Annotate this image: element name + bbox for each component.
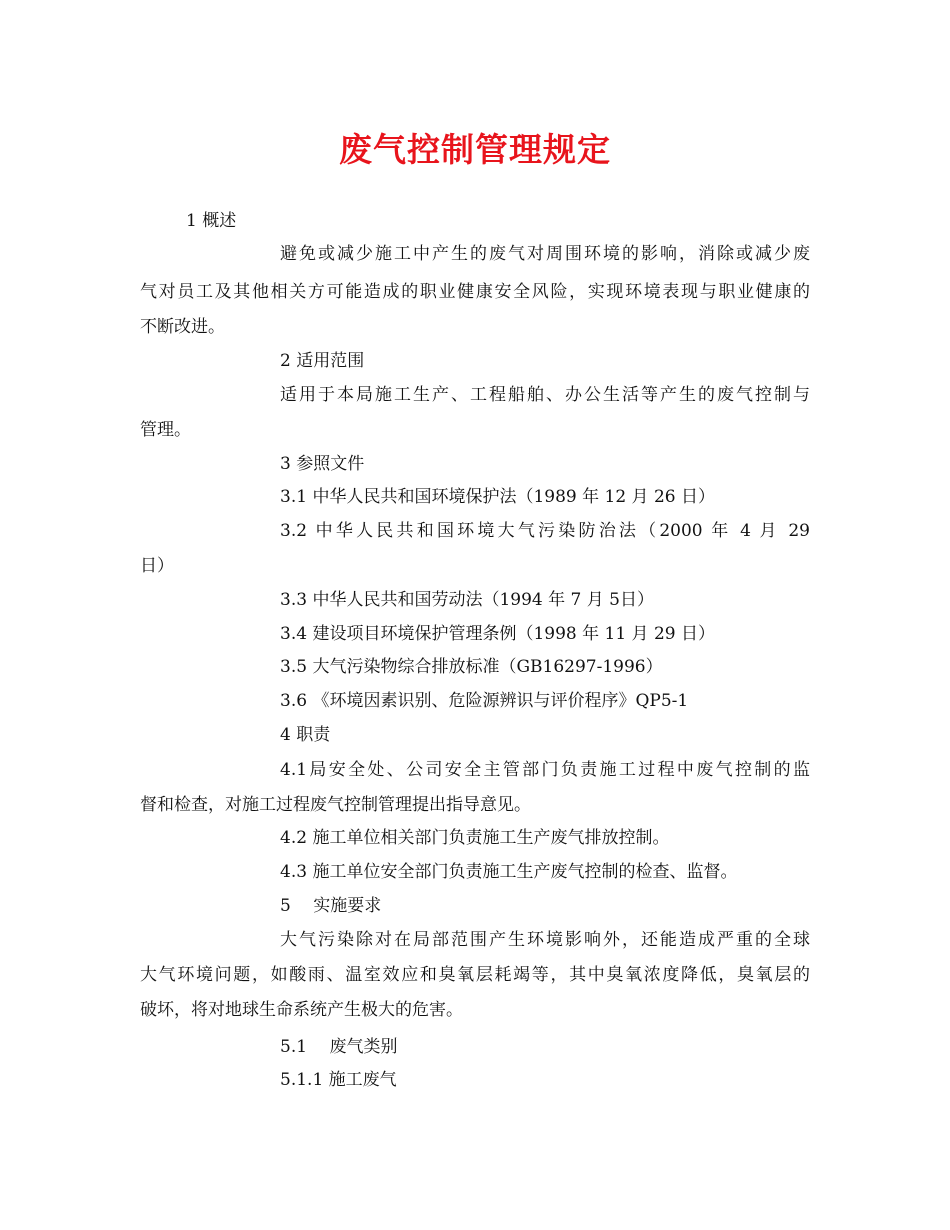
- section-heading-overview: 1 概述: [186, 211, 237, 231]
- paragraph-line: 4.3 施工单位安全部门负责施工生产废气控制的检查、监督。: [280, 862, 738, 882]
- section-heading-scope: 2 适用范围: [280, 351, 365, 371]
- subsection-heading: 5.1.1 施工废气: [280, 1070, 397, 1090]
- reference-item: 3.3 中华人民共和国劳动法（1994 年 7 月 5日）: [280, 590, 654, 610]
- paragraph-line: 不断改进。: [140, 317, 225, 337]
- document-title: 废气控制管理规定: [339, 130, 611, 169]
- paragraph-line: 避免或减少施工中产生的废气对周围环境的影响，消除或减少废: [280, 244, 810, 264]
- reference-item: 3.5 大气污染物综合排放标准（GB16297-1996）: [280, 657, 663, 677]
- reference-item: 3.2 中华人民共和国环境大气污染防治法（2000 年 4 月 29: [280, 521, 810, 541]
- paragraph-line: 破坏，将对地球生命系统产生极大的危害。: [140, 1000, 463, 1020]
- paragraph-line: 大气环境问题，如酸雨、温室效应和臭氧层耗竭等，其中臭氧浓度降低，臭氧层的: [140, 965, 810, 985]
- reference-item-continuation: 日）: [140, 556, 174, 576]
- paragraph-line: 4.1局安全处、公司安全主管部门负责施工过程中废气控制的监: [280, 760, 810, 780]
- reference-item: 3.1 中华人民共和国环境保护法（1989 年 12 月 26 日）: [280, 487, 715, 507]
- section-heading-responsibilities: 4 职责: [280, 725, 331, 745]
- reference-item: 3.6 《环境因素识别、危险源辨识与评价程序》QP5-1: [280, 691, 689, 711]
- paragraph-line: 气对员工及其他相关方可能造成的职业健康安全风险，实现环境表现与职业健康的: [140, 282, 810, 302]
- paragraph-line: 督和检查，对施工过程废气控制管理提出指导意见。: [140, 795, 531, 815]
- subsection-heading: 5.1 废气类别: [280, 1037, 398, 1057]
- paragraph-line: 4.2 施工单位相关部门负责施工生产废气排放控制。: [280, 828, 670, 848]
- reference-item: 3.4 建设项目环境保护管理条例（1998 年 11 月 29 日）: [280, 624, 715, 644]
- paragraph-line: 大气污染除对在局部范围产生环境影响外，还能造成严重的全球: [280, 930, 810, 950]
- section-heading-requirements: 5 实施要求: [280, 896, 382, 916]
- section-heading-references: 3 参照文件: [280, 454, 365, 474]
- paragraph-line: 管理。: [140, 420, 191, 440]
- paragraph-line: 适用于本局施工生产、工程船舶、办公生活等产生的废气控制与: [280, 385, 810, 405]
